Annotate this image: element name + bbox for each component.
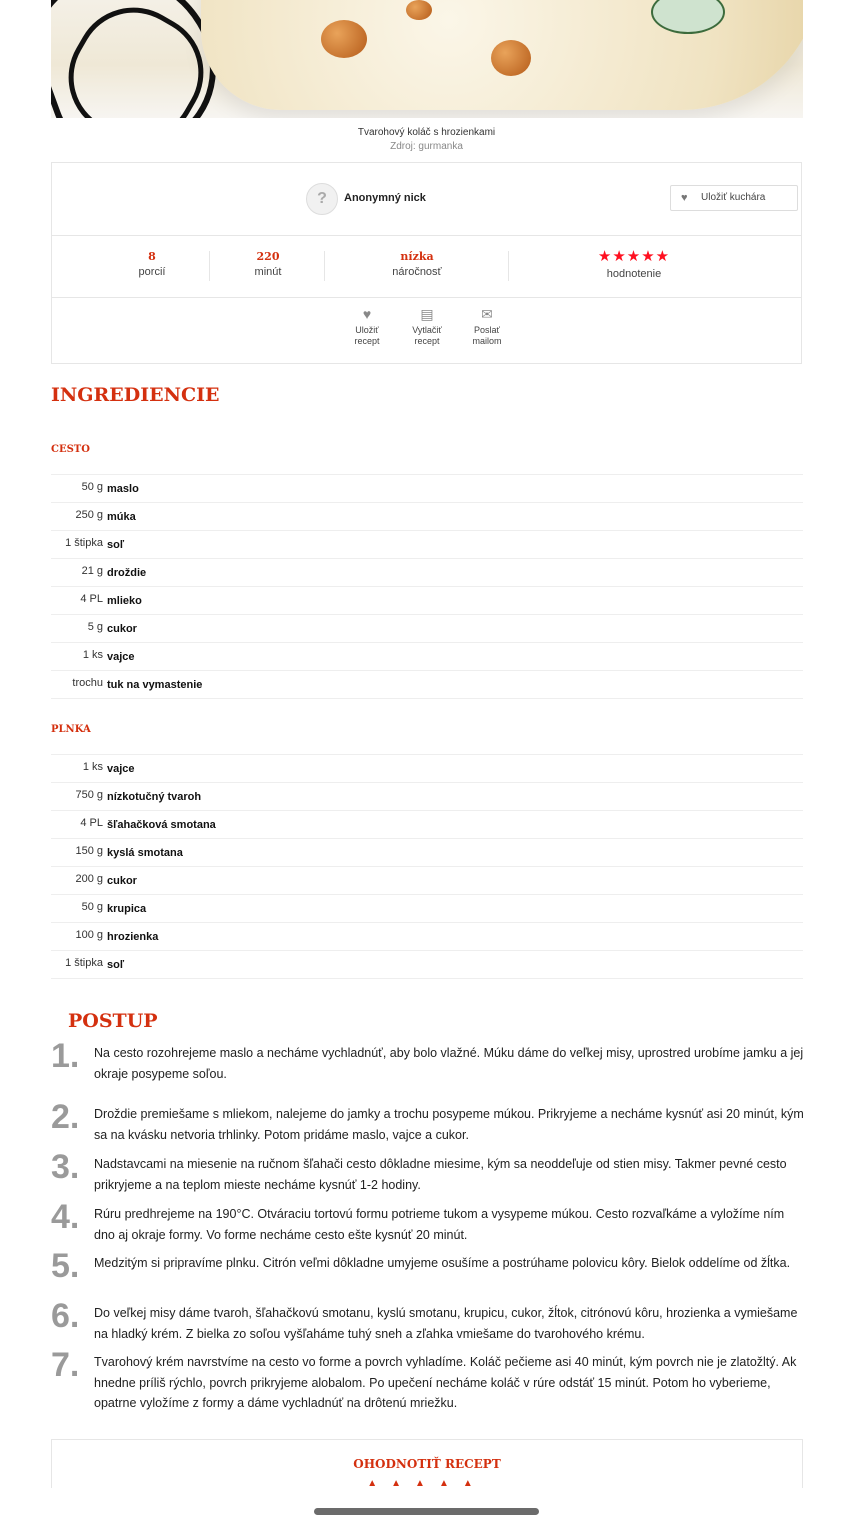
ingredient-name: cukor (107, 623, 137, 635)
ingredient-name: vajce (107, 763, 135, 775)
ingredient-name: soľ (107, 959, 125, 971)
ingredient-list-cesto (51, 474, 803, 699)
author-nick[interactable]: Anonymný nick (344, 192, 426, 204)
ingredient-name: mlieko (107, 595, 142, 607)
step-number: 4. (51, 1198, 80, 1236)
ingredient-row (51, 839, 803, 867)
ingredient-name: droždie (107, 567, 147, 579)
step-text: Tvarohový krém navrstvíme na cesto vo forme a povrch vyhladíme. Koláč pečieme asi 40 minút, kým povrch nie je zlatožltý. Ak hnedne príliš rýchlo, povrch prikryjeme alobalom. Po upečení necháme koláč v rúre odstáť 15 minút. Potom ho vyberieme, opatrne vyložíme z formy a dáme vychladnúť na drôtenú mriežku. (94, 1355, 797, 1410)
raisin (321, 20, 367, 58)
ingredient-row (51, 923, 803, 951)
ingredient-amount: 150 g (75, 845, 103, 857)
ingredient-name: tuk na vymastenie (107, 679, 203, 691)
step-number: 3. (51, 1148, 80, 1186)
ingredient-row (51, 811, 803, 839)
heart-icon: ♥ (681, 192, 688, 204)
group-title-plnka: PLNKA (51, 724, 91, 735)
ingredient-amount: 4 PL (80, 817, 103, 829)
ingredient-row (51, 475, 803, 503)
raisin (406, 0, 432, 20)
divider (324, 251, 325, 281)
send-mail-label-2: mailom (472, 336, 502, 346)
ingredient-row (51, 867, 803, 895)
ingredient-list-plnka (51, 754, 803, 979)
stat-minutes (228, 250, 308, 278)
ingredient-row (51, 643, 803, 671)
minutes-label: minút (254, 266, 282, 278)
portions-value: 8 (148, 250, 156, 263)
difficulty-label: náročnosť (392, 266, 442, 278)
send-mail-label: Poslať (474, 325, 500, 335)
ingredient-name: soľ (107, 539, 125, 551)
ingredient-name: maslo (107, 483, 139, 495)
step-number: 2. (51, 1098, 80, 1136)
heart-icon: ♥ (362, 306, 372, 322)
save-cook-button[interactable] (670, 185, 798, 211)
ingredient-amount: 5 g (87, 621, 103, 633)
ingredient-name: kyslá smotana (107, 847, 183, 859)
step-text: Nadstavcami na miesenie na ručnom šľahači cesto dôkladne miesime, kým sa neoddeľuje od stien misy. Takmer pevné cesto prikryjeme a na teplom mieste necháme kysnúť 1-2 hodiny. (94, 1157, 787, 1192)
step-text: Rúru predhrejeme na 190°C. Otváraciu tortovú formu potrieme tukom a vysypeme múkou. Cesto rozvaľkáme a vyložíme ním dno aj okraje formy. Vo forme necháme cesto ešte kysnúť 20 minút. (94, 1207, 785, 1242)
print-recipe-label-2: recept (414, 336, 440, 346)
ingredient-row (51, 951, 803, 979)
ingredient-amount: 200 g (75, 873, 103, 885)
recipe-info-card (51, 162, 802, 364)
save-cook-label: Uložiť kuchára (701, 192, 766, 203)
author-row (52, 163, 801, 236)
save-recipe-label: Uložiť (355, 325, 379, 335)
rate-recipe-title: OHODNOTIŤ RECEPT (353, 1457, 501, 1471)
group-title-cesto: CESTO (51, 444, 90, 455)
printer-icon: ▤ (420, 306, 434, 322)
ingredient-row (51, 531, 803, 559)
ingredient-name: vajce (107, 651, 135, 663)
ingredient-amount: 4 PL (80, 593, 103, 605)
divider (508, 251, 509, 281)
ingredient-row (51, 671, 803, 699)
home-indicator[interactable] (314, 1508, 539, 1515)
stat-portions (112, 250, 192, 278)
step-text: Na cesto rozohrejeme maslo a necháme vychladnúť, aby bolo vlažné. Múku dáme do veľkej misy, uprostred urobíme jamku a jej okraje posypeme soľou. (94, 1046, 804, 1081)
ingredient-amount: 750 g (75, 789, 103, 801)
recipe-photo (51, 0, 803, 118)
ingredient-row (51, 755, 803, 783)
ingredient-name: nízkotučný tvaroh (107, 791, 202, 803)
rate-stars[interactable]: ▲▲▲▲▲ (367, 1478, 487, 1488)
raisin (491, 40, 531, 76)
procedure-heading: POSTUP (68, 1010, 158, 1032)
ingredient-amount: 1 ks (82, 761, 103, 773)
stat-difficulty (367, 250, 467, 278)
ingredient-amount: 50 g (81, 481, 103, 493)
divider (209, 251, 210, 281)
ingredient-amount: 100 g (75, 929, 103, 941)
difficulty-value: nízka (400, 250, 434, 263)
portions-label: porcií (138, 266, 166, 278)
ingredient-row (51, 895, 803, 923)
ingredient-amount: 1 štipka (65, 957, 103, 969)
avatar[interactable]: ? (306, 183, 338, 215)
step-text: Medzitým si pripravíme plnku. Citrón veľmi dôkladne umyjeme osušíme a postrúhame polovicu kôry. Bielok oddelíme od žĺtka. (94, 1256, 791, 1270)
ingredient-row (51, 587, 803, 615)
photo-caption: Tvarohový koláč s hrozienkami (357, 127, 496, 138)
step-number: 6. (51, 1297, 80, 1335)
rating-label: hodnotenie (606, 268, 662, 280)
step-number: 1. (51, 1037, 80, 1075)
ingredients-heading: INGREDIENCIE (51, 384, 220, 406)
ingredient-amount: 50 g (81, 901, 103, 913)
rating-stars[interactable]: ★★★★★ (597, 248, 671, 265)
save-recipe-label-2: recept (354, 336, 380, 346)
ingredient-row (51, 503, 803, 531)
ingredient-row (51, 783, 803, 811)
stat-rating (574, 247, 694, 280)
minutes-value: 220 (256, 250, 280, 263)
ingredient-amount: 1 ks (82, 649, 103, 661)
ingredient-amount: 1 štipka (65, 537, 103, 549)
step-text: Droždie premiešame s mliekom, nalejeme do jamky a trochu posypeme múkou. Prikryjeme a necháme kysnúť asi 20 minút, kým sa na kvásku netvoria trhlinky. Potom pridáme maslo, vajce a cukor. (94, 1107, 804, 1142)
ingredient-name: krupica (107, 903, 147, 915)
ingredient-name: hrozienka (107, 931, 159, 943)
save-recipe-button[interactable] (342, 307, 392, 347)
ingredient-name: šľahačková smotana (107, 819, 216, 831)
ingredient-name: múka (107, 511, 136, 523)
ingredient-name: cukor (107, 875, 137, 887)
step-number: 7. (51, 1346, 80, 1384)
step-text: Do veľkej misy dáme tvaroh, šľahačkovú smotanu, kyslú smotanu, krupicu, cukor, žĺtok, citrónovú kôru, hrozienka a vymiešame na hladký krém. Z bielka zo soľou vyšľaháme tuhý sneh a zľahka vmiešame do tvarohového krému. (94, 1306, 798, 1341)
stats-row (52, 235, 801, 298)
photo-source: Zdroj: gurmanka (390, 141, 463, 152)
send-mail-button[interactable] (462, 307, 512, 347)
print-recipe-label: Vytlačiť (412, 325, 442, 335)
mail-icon: ✉ (481, 306, 493, 322)
print-recipe-button[interactable] (402, 307, 452, 347)
ingredient-amount: trochu (72, 677, 103, 689)
ingredient-amount: 250 g (75, 509, 103, 521)
ingredient-row (51, 615, 803, 643)
step-number: 5. (51, 1247, 80, 1285)
ingredient-row (51, 559, 803, 587)
ingredient-amount: 21 g (81, 565, 103, 577)
